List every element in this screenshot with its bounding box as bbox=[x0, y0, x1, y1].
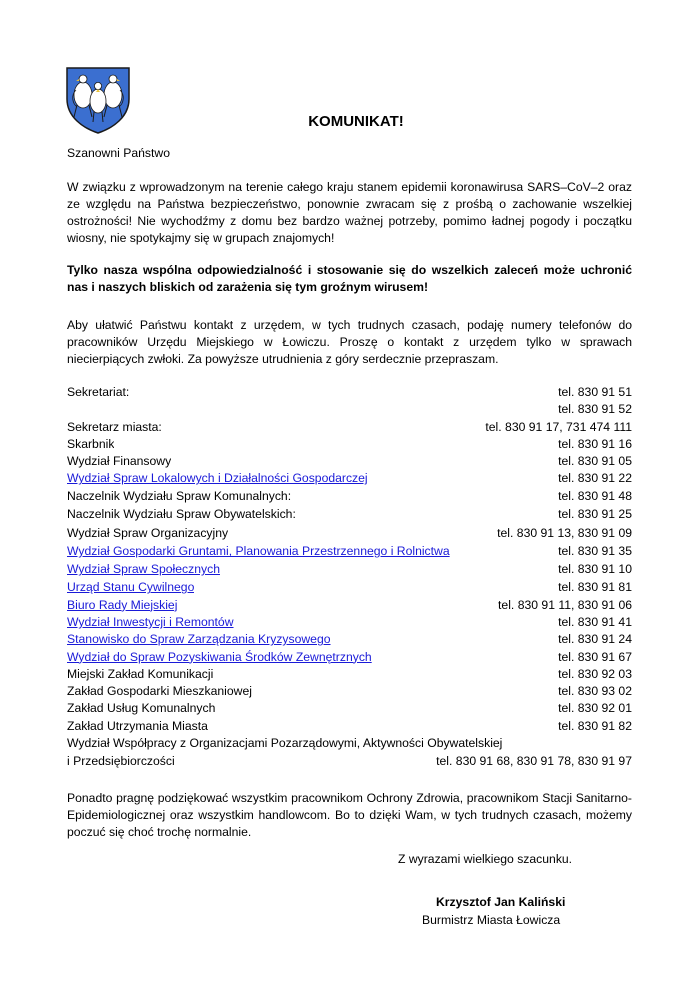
contact-intro-paragraph: Aby ułatwić Państwu kontakt z urzędem, w tych trudnych czasach, podaję numery telefonów do pracowników Urzędu Miejskiego w Łowiczu. Proszę o kontakt z urzędem tylko w sprawach niecierpiących zwłoki. Za powyższe utrudnienia z góry serdecznie przepraszam. bbox=[67, 318, 632, 366]
contact-phone: tel. 830 91 48 bbox=[558, 488, 632, 503]
contact-row bbox=[67, 543, 632, 560]
contact-phone: tel. 830 91 11, 830 91 06 bbox=[498, 597, 632, 612]
contact-row bbox=[67, 718, 632, 735]
contact-name-link[interactable]: Wydział Gospodarki Gruntami, Planowania Przestrzennego i Rolnictwa bbox=[67, 544, 450, 559]
contact-name: Zakład Usług Komunalnych bbox=[67, 701, 216, 716]
contact-row bbox=[67, 436, 632, 453]
contact-phone: tel. 830 91 17, 731 474 111 bbox=[485, 419, 632, 434]
contact-row bbox=[67, 419, 632, 436]
contact-name-link[interactable]: Biuro Rady Miejskiej bbox=[67, 597, 178, 612]
contact-row bbox=[67, 579, 632, 596]
contact-name: i Przedsiębiorczości bbox=[67, 754, 175, 769]
contact-phone: tel. 830 91 16 bbox=[558, 436, 632, 451]
contact-row bbox=[67, 752, 632, 771]
contact-row bbox=[67, 631, 632, 648]
contact-name: Sekretariat: bbox=[67, 385, 130, 399]
contact-name-link[interactable]: Wydział Inwestycji i Remontów bbox=[67, 614, 234, 629]
contact-name-link[interactable]: Wydział Spraw Społecznych bbox=[67, 562, 220, 577]
contact-name: Zakład Utrzymania Miasta bbox=[67, 718, 208, 733]
contact-row bbox=[67, 524, 632, 543]
contact-name: Skarbnik bbox=[67, 436, 115, 451]
contact-name-link[interactable]: Urząd Stanu Cywilnego bbox=[67, 580, 195, 595]
contact-name-link[interactable]: Stanowisko do Spraw Zarządzania Kryzysowego bbox=[67, 632, 331, 647]
contact-name: Naczelnik Wydziału Spraw Komunalnych: bbox=[67, 488, 292, 503]
thanks-paragraph: Ponadto pragnę podziękować wszystkim pracownikom Ochrony Zdrowia, pracownikom Stacji Sanitarno-Epidemiologicznej oraz wszystkim handlowcom. Bo to dzięki Wam, w tych trudnych czasach, możemy poczuć się choć trochę normalnie. bbox=[67, 791, 632, 839]
contact-phone: tel. 830 91 35 bbox=[558, 544, 632, 559]
contact-row bbox=[67, 614, 632, 631]
contact-row bbox=[67, 453, 632, 470]
contact-phone: tel. 830 91 05 bbox=[558, 454, 632, 469]
signature-role: Burmistrz Miasta Łowicza bbox=[422, 913, 561, 927]
closing-regards: Z wyrazami wielkiego szacunku. bbox=[398, 852, 573, 866]
contact-phone: tel. 830 93 02 bbox=[558, 684, 632, 699]
contact-row bbox=[67, 666, 632, 683]
contact-phone: tel. 830 91 13, 830 91 09 bbox=[497, 526, 632, 541]
contact-row bbox=[67, 505, 632, 524]
contact-row bbox=[67, 384, 632, 401]
contact-name: Zakład Gospodarki Mieszkaniowej bbox=[67, 684, 252, 699]
contact-phone: tel. 830 92 01 bbox=[558, 701, 632, 716]
contact-row bbox=[67, 560, 632, 579]
contact-phone: tel. 830 91 68, 830 91 78, 830 91 97 bbox=[436, 754, 632, 769]
contact-phone: tel. 830 91 81 bbox=[558, 580, 632, 595]
contact-row bbox=[67, 683, 632, 700]
signature-name: Krzysztof Jan Kaliński bbox=[436, 895, 566, 909]
contact-row bbox=[67, 597, 632, 614]
contact-phone: tel. 830 92 03 bbox=[558, 666, 632, 681]
contact-phone: tel. 830 91 51 bbox=[558, 385, 632, 399]
contact-name-link[interactable]: Wydział Spraw Lokalowych i Działalności Gospodarczej bbox=[67, 471, 368, 486]
contact-name: Wydział Finansowy bbox=[67, 454, 172, 469]
page-title: KOMUNIKAT! bbox=[308, 113, 404, 130]
contact-phone: tel. 830 91 52 bbox=[558, 402, 632, 417]
contacts-list bbox=[67, 384, 632, 771]
contact-row bbox=[67, 649, 632, 666]
warning-paragraph: Tylko nasza wspólna odpowiedzialność i stosowanie się do wszelkich zaleceń może uchronić nas i naszych bliskich od zarażenia się tym groźnym wirusem! bbox=[67, 263, 632, 294]
contact-name: Wydział Spraw Organizacyjny bbox=[67, 526, 229, 541]
contact-name: Miejski Zakład Komunikacji bbox=[67, 666, 214, 681]
contact-phone: tel. 830 91 24 bbox=[558, 632, 632, 647]
contact-phone: tel. 830 91 82 bbox=[558, 718, 632, 733]
contact-name: Wydział Współpracy z Organizacjami Pozarządowymi, Aktywności Obywatelskiej bbox=[67, 736, 503, 751]
contact-row bbox=[67, 488, 632, 505]
contact-phone: tel. 830 91 25 bbox=[558, 507, 632, 522]
contact-name-link[interactable]: Wydział do Spraw Pozyskiwania Środków Zewnętrznych bbox=[67, 649, 372, 664]
contact-phone: tel. 830 91 22 bbox=[558, 471, 632, 486]
contact-phone: tel. 830 91 10 bbox=[558, 562, 632, 577]
greeting: Szanowni Państwo bbox=[67, 146, 170, 160]
contact-name: Sekretarz miasta: bbox=[67, 419, 162, 434]
contact-name: Naczelnik Wydziału Spraw Obywatelskich: bbox=[67, 507, 296, 522]
contact-phone: tel. 830 91 41 bbox=[558, 614, 632, 629]
contact-row bbox=[67, 700, 632, 717]
contact-phone: tel. 830 91 67 bbox=[558, 649, 632, 664]
intro-paragraph: W związku z wprowadzonym na terenie całego kraju stanem epidemii koronawirusa SARS–CoV–2 oraz ze względu na Państwa bezpieczeństwo, ponownie zwracam się z prośbą o zachowanie wszelkiej ostrożności! Nie wychodźmy z domu bez bardzo ważnej potrzeby, pomimo ładnej pogody i początku wiosny, nie spotykajmy się w grupach znajomych! bbox=[67, 180, 632, 245]
contact-row bbox=[67, 401, 632, 418]
contact-row bbox=[67, 470, 632, 487]
